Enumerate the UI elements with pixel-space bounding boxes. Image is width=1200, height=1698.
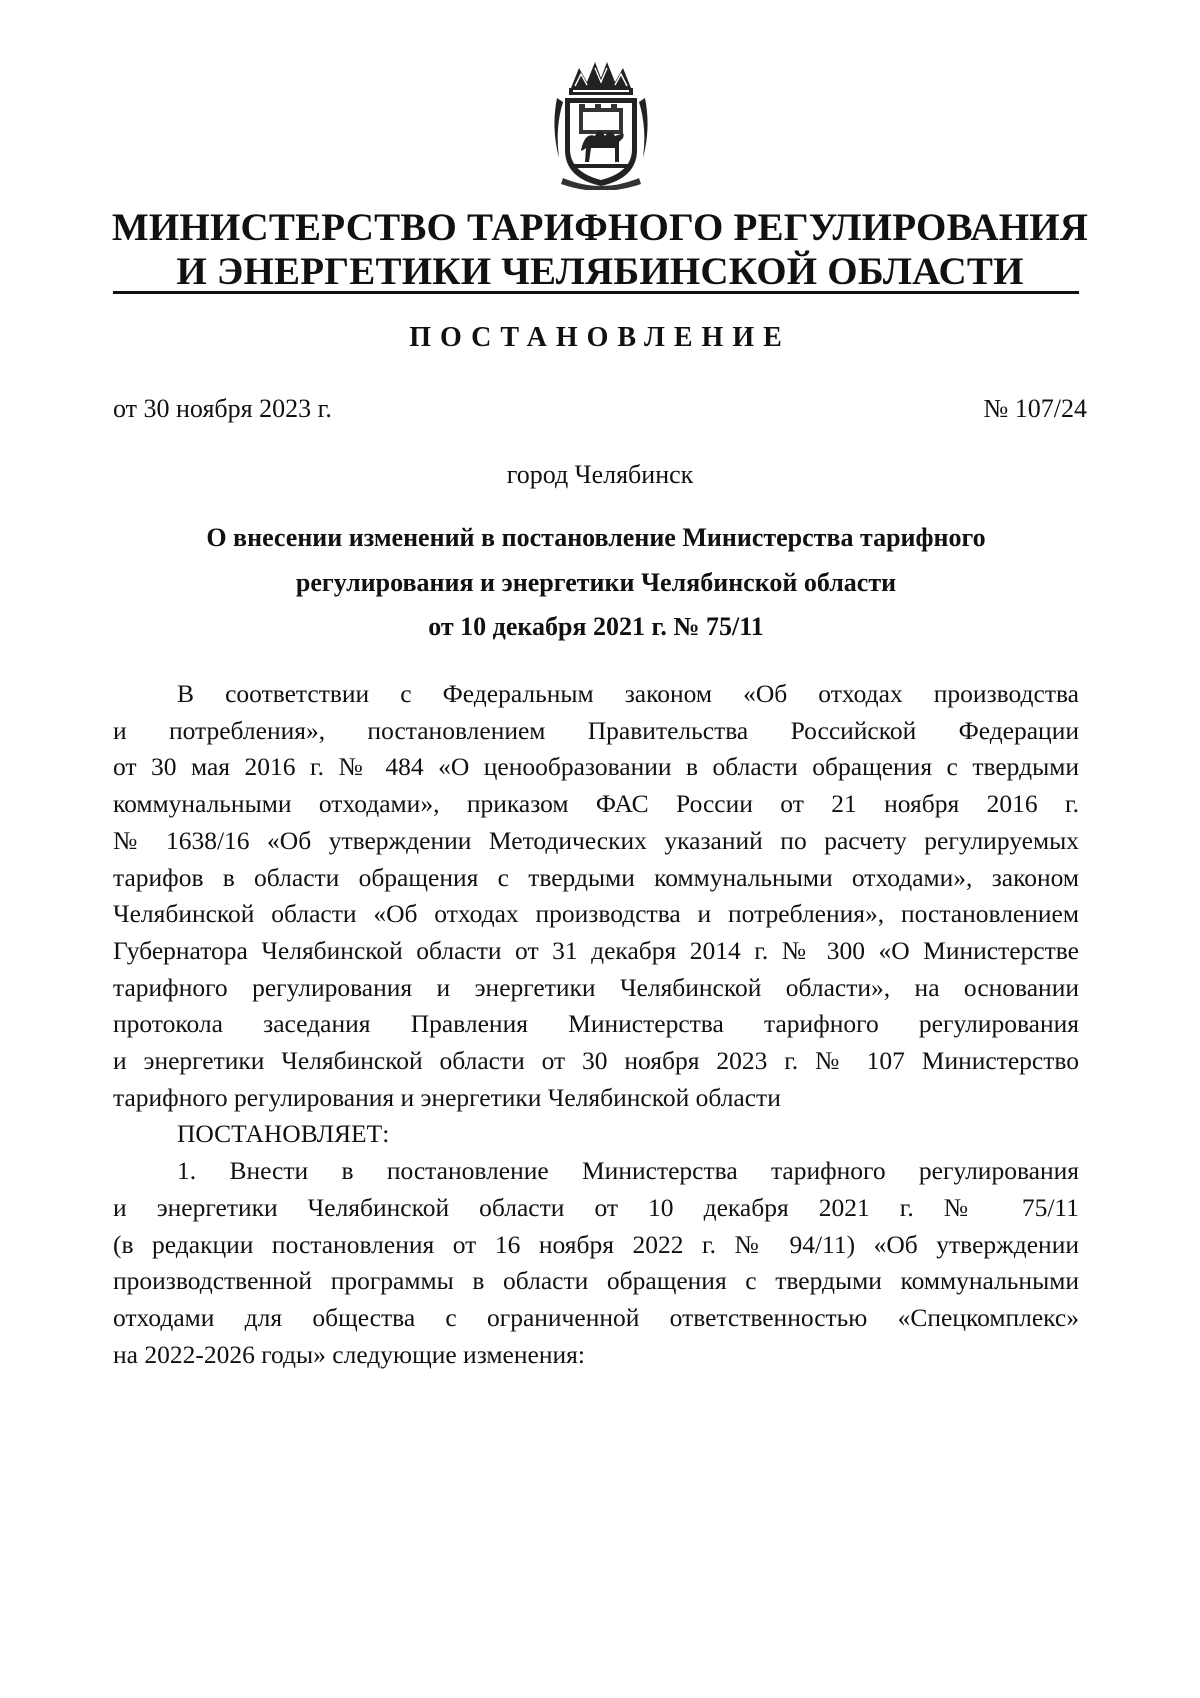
- document-body: [113, 676, 1079, 1373]
- header-underline: [113, 291, 1079, 294]
- text-line: (в редакции постановления от 16 ноября 2022 г. № 94/11) «Об утверждении: [113, 1229, 1079, 1259]
- text-line: тарифов в области обращения с твердыми коммунальными отходами», законом: [113, 862, 1079, 892]
- preamble-paragraph: [113, 676, 1079, 1116]
- ministry-name-line1: МИНИСТЕРСТВО ТАРИФНОГО РЕГУЛИРОВАНИЯ: [111, 206, 1089, 249]
- text-line: коммунальными отходами», приказом ФАС России от 21 ноября 2016 г.: [113, 789, 1079, 819]
- text-line: производственной программы в области обращения с твердыми коммунальными: [113, 1266, 1079, 1296]
- text-line: и энергетики Челябинской области от 30 ноября 2023 г. № 107 Министерство: [113, 1046, 1079, 1076]
- text-line: тарифного регулирования и энергетики Челябинской области: [113, 1082, 781, 1112]
- document-subject: [113, 516, 1079, 650]
- text-line: № 1638/16 «Об утверждении Методических указаний по расчету регулируемых: [113, 825, 1079, 855]
- text-line: В соответствии с Федеральным законом «Об отходах производства: [177, 679, 1079, 708]
- document-date: от 30 ноября 2023 г.: [113, 394, 332, 423]
- text-line: и потребления», постановлением Правительства Российской Федерации: [113, 715, 1079, 745]
- text-line: на 2022-2026 годы» следующие изменения:: [113, 1339, 585, 1369]
- text-line: от 30 мая 2016 г. № 484 «О ценообразовании в области обращения с твердыми: [113, 752, 1079, 782]
- text-line: Челябинской области «Об отходах производства и потребления», постановлением: [113, 899, 1079, 929]
- subject-line: О внесении изменений в постановление Министерства тарифного: [206, 523, 986, 552]
- ministry-name-line2: И ЭНЕРГЕТИКИ ЧЕЛЯБИНСКОЙ ОБЛАСТИ: [176, 250, 1024, 293]
- coat-of-arms-icon: [549, 58, 653, 190]
- clause-1-paragraph: [113, 1153, 1079, 1373]
- text-line: и энергетики Челябинской области от 10 декабря 2021 г. № 75/11: [113, 1192, 1079, 1222]
- text-line: тарифного регулирования и энергетики Челябинской области», на основании: [113, 972, 1079, 1002]
- document-number: № 107/24: [983, 394, 1087, 423]
- text-line: Губернатора Челябинской области от 31 декабря 2014 г. № 300 «О Министерстве: [113, 935, 1079, 965]
- decree-word: ПОСТАНОВЛЯЕТ:: [177, 1119, 390, 1149]
- subject-line: от 10 декабря 2021 г. № 75/11: [428, 612, 764, 641]
- document-type: ПОСТАНОВЛЕНИЕ: [409, 322, 791, 353]
- subject-line: регулирования и энергетики Челябинской области: [295, 567, 897, 597]
- document-city: город Челябинск: [506, 460, 694, 489]
- text-line: 1. Внести в постановление Министерства тарифного регулирования: [177, 1156, 1079, 1186]
- text-line: протокола заседания Правления Министерства тарифного регулирования: [113, 1009, 1079, 1039]
- text-line: отходами для общества с ограниченной ответственностью «Спецкомплекс»: [113, 1302, 1079, 1332]
